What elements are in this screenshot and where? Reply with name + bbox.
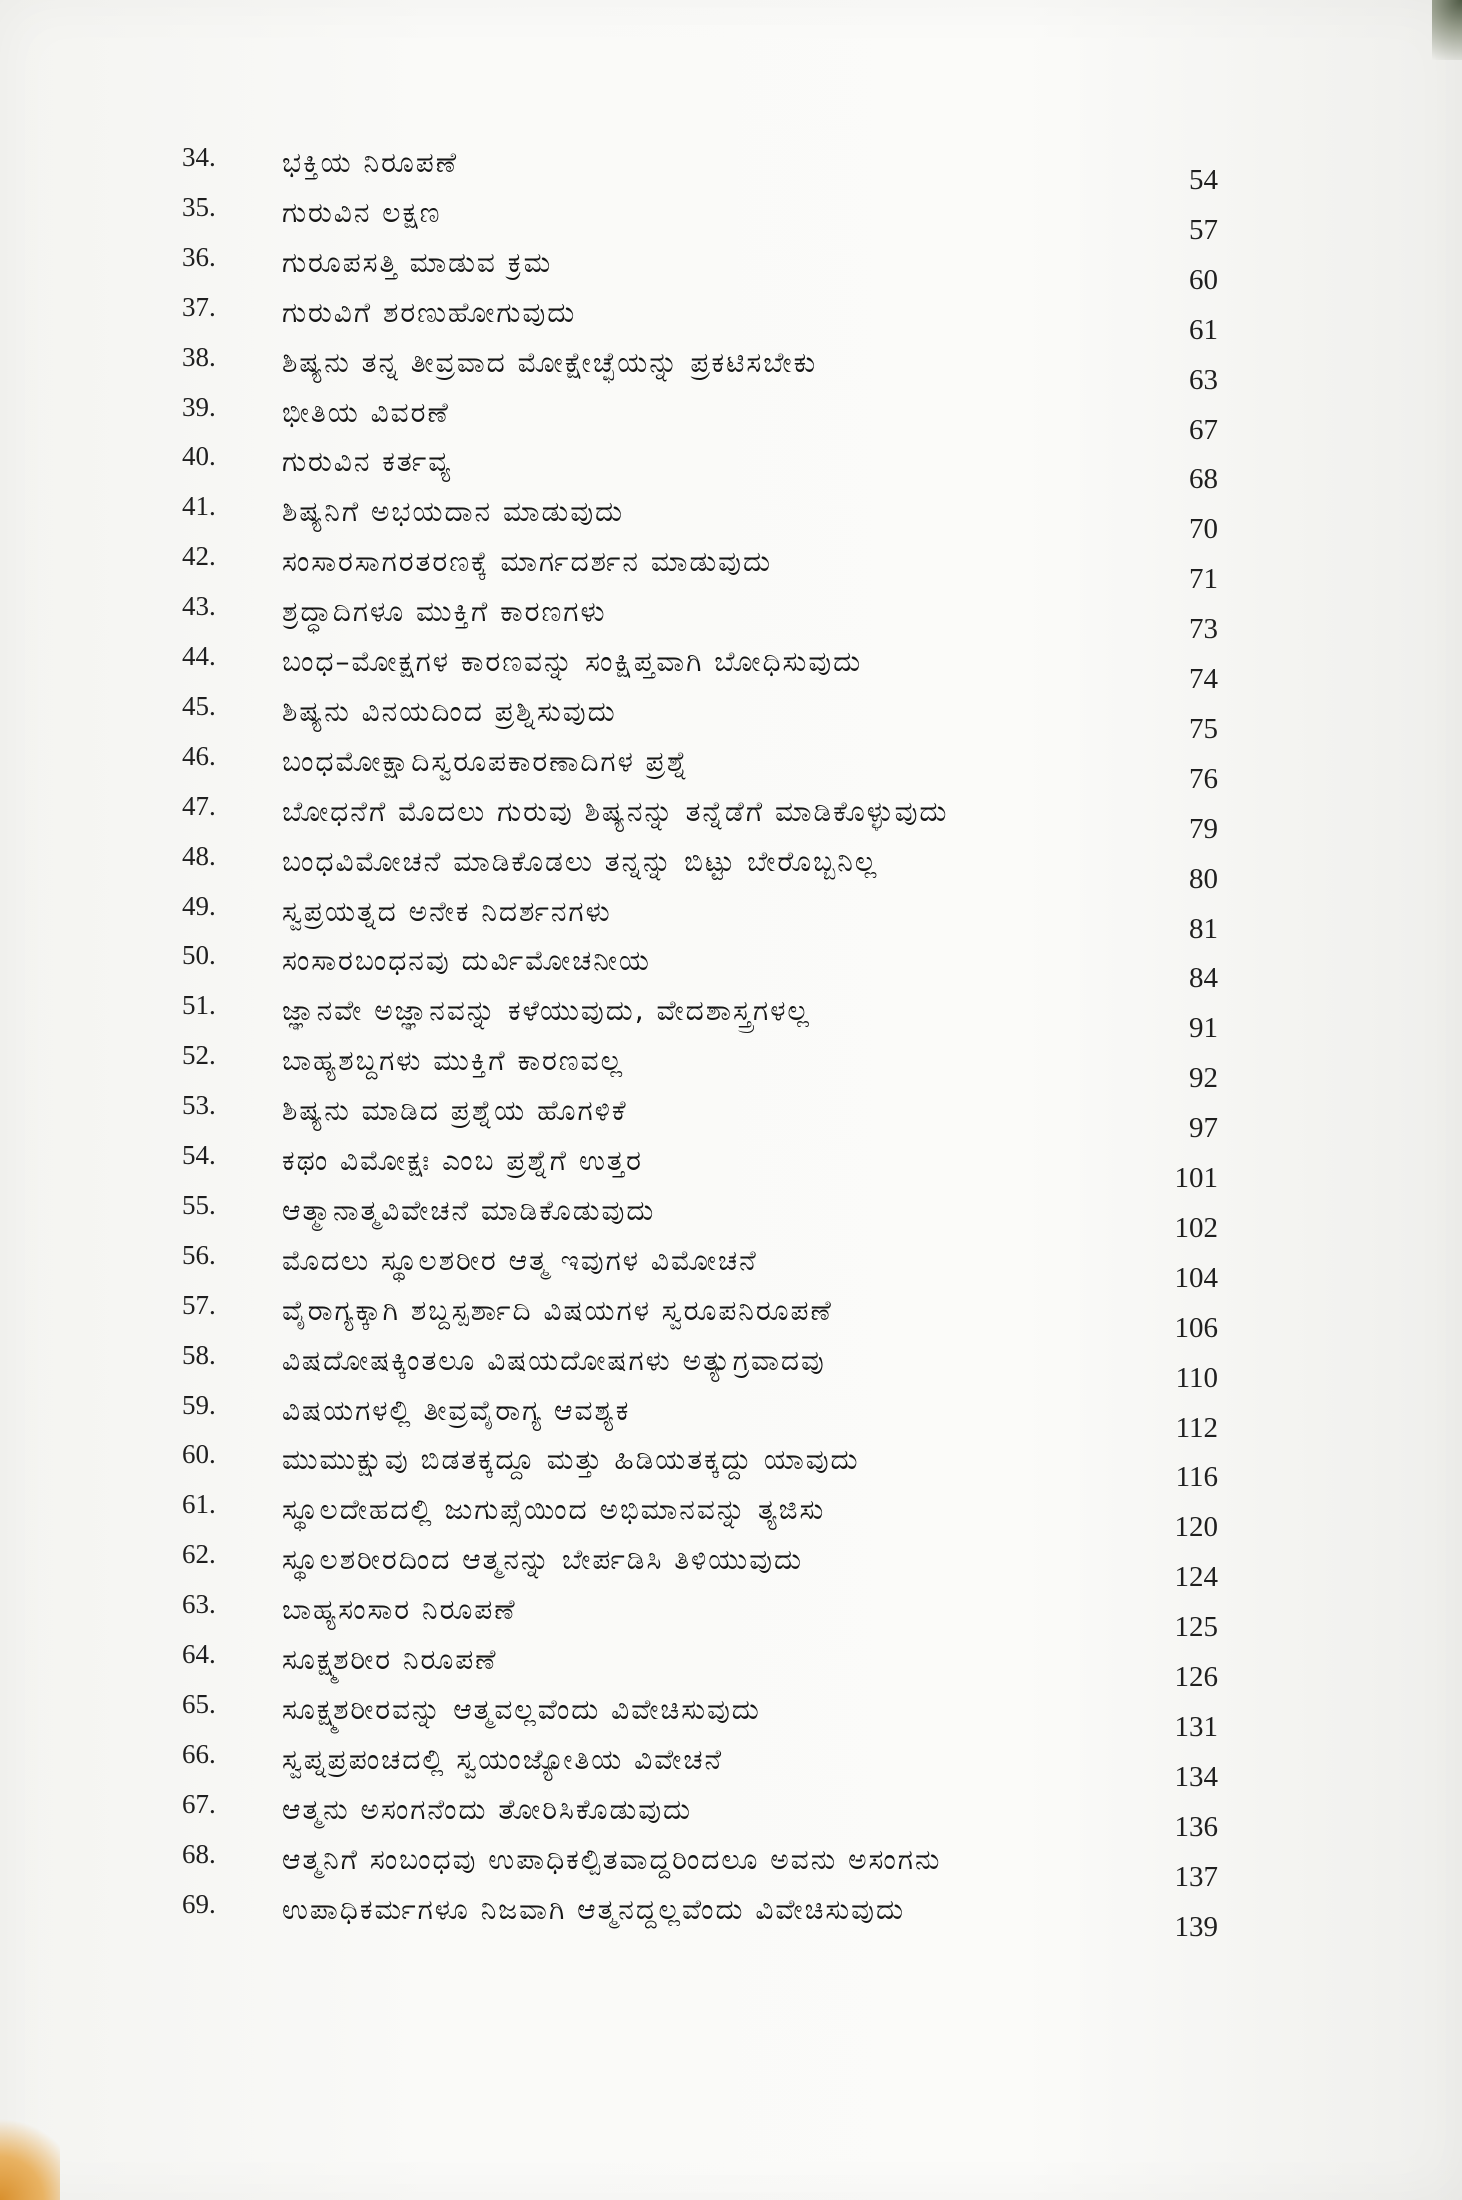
toc-entry [0,790,1462,845]
toc-entry [0,341,1462,396]
entry-title: ಭಕ್ತಿಯ ನಿರೂಪಣೆ [282,146,459,179]
entry-page-number: 106 [1174,1311,1218,1344]
entry-page-number: 126 [1174,1661,1218,1693]
entry-page-number: 120 [1174,1511,1218,1544]
toc-entry [0,1589,1462,1644]
toc-entry [0,1090,1462,1145]
toc-entry [0,1788,1462,1843]
toc-entry [0,1439,1462,1494]
entry-page-number: 104 [1174,1261,1218,1294]
entry-number: 65. [182,1688,216,1719]
entry-title: ಗುರುವಿನ ಕರ್ತವ್ಯ [282,445,453,479]
entry-page-number: 102 [1174,1211,1218,1244]
entry-number: 61. [182,1489,216,1520]
toc-entry [0,740,1462,795]
entry-title: ಬಂಧಮೋಕ್ಷಾದಿಸ್ವರೂಪಕಾರಣಾದಿಗಳ ಪ್ರಶ್ನೆ [282,744,690,778]
entry-number: 64. [182,1639,216,1669]
entry-number: 68. [182,1838,216,1869]
entry-number: 45. [182,690,216,721]
entry-title: ವಿಷದೋಷಕ್ಕಿಂತಲೂ ವಿಷಯದೋಷಗಳು ಅತ್ಯುಗ್ರವಾದವು [282,1343,826,1377]
entry-title: ಬಂಧ–ಮೋಕ್ಷಗಳ ಕಾರಣವನ್ನು ಸಂಕ್ಷಿಪ್ತವಾಗಿ ಬೋಧಿಸುವುದು [282,645,863,678]
entry-number: 46. [182,740,216,771]
entry-page-number: 92 [1189,1062,1218,1095]
entry-number: 50. [182,940,216,971]
entry-title: ಬಾಹ್ಯಶಬ್ದಗಳು ಮುಕ್ತಿಗೆ ಕಾರಣವಲ್ಲ [282,1044,625,1078]
entry-page-number: 97 [1189,1112,1218,1145]
entry-title: ಶ್ರದ್ಧಾದಿಗಳೂ ಮುಕ್ತಿಗೆ ಕಾರಣಗಳು [282,595,607,629]
entry-title: ಸ್ವಪ್ರಯತ್ನದ ಅನೇಕ ನಿದರ್ಶನಗಳು [282,894,612,928]
entry-title: ಬಾಹ್ಯಸಂಸಾರ ನಿರೂಪಣೆ [282,1593,517,1627]
entry-number: 36. [182,241,216,272]
entry-number: 57. [182,1289,216,1320]
entry-page-number: 79 [1189,812,1218,845]
toc-entry [0,990,1462,1045]
entry-number: 44. [182,641,216,671]
toc-entry [0,541,1462,596]
entry-page-number: 101 [1174,1162,1218,1194]
entry-number: 59. [182,1389,216,1420]
toc-entry [0,1838,1462,1893]
toc-entry [0,940,1462,995]
entry-title: ಗುರುವಿನ ಲಕ್ಷಣ [282,195,442,229]
entry-title: ಸೂಕ್ಷ್ಮಶರೀರ ನಿರೂಪಣೆ [282,1643,498,1676]
toc-entry [0,241,1462,296]
entry-title: ಮುಮುಕ್ಷುವು ಬಿಡತಕ್ಕದ್ದೂ ಮತ್ತು ಹಿಡಿಯತಕ್ಕದ್ದು ಯಾವುದು [282,1443,860,1477]
toc-entry [0,1539,1462,1594]
entry-title: ಗುರೂಪಸತ್ತಿ ಮಾಡುವ ಕ್ರಮ [282,245,553,279]
entry-number: 55. [182,1189,216,1220]
entry-page-number: 73 [1189,613,1218,646]
entry-title: ಸ್ವಪ್ನಪ್ರಪಂಚದಲ್ಲಿ ಸ್ವಯಂಜ್ಯೋತಿಯ ವಿವೇಚನೆ [282,1742,724,1776]
entry-number: 58. [182,1339,216,1370]
entry-title: ಉಪಾಧಿಕರ್ಮಗಳೂ ನಿಜವಾಗಿ ಆತ್ಮನದ್ದಲ್ಲವೆಂದು ವಿವೇಚಿಸುವುದು [282,1892,905,1926]
toc-entry [0,1389,1462,1444]
entry-title: ಸ್ಥೂಲದೇಹದಲ್ಲಿ ಜುಗುಪ್ಸೆಯಿಂದ ಅಭಿಮಾನವನ್ನು ತ್ಯಜಿಸು [282,1493,826,1527]
entry-number: 39. [182,391,216,422]
entry-number: 41. [182,491,216,522]
toc-entry [0,1339,1462,1394]
entry-title: ಬಂಧವಿಮೋಚನೆ ಮಾಡಿಕೊಡಲು ತನ್ನನ್ನು ಬಿಟ್ಟು ಬೇರೊಬ್ಬನಿಲ್ಲ [282,844,879,878]
entry-title: ಶಿಷ್ಯನು ತನ್ನ ತೀವ್ರವಾದ ಮೋಕ್ಷೇಚ್ಛೆಯನ್ನು ಪ್ರಕಟಿಸಬೇಕು [282,345,818,379]
entry-title: ಬೋಧನೆಗೆ ಮೊದಲು ಗುರುವು ಶಿಷ್ಯನನ್ನು ತನ್ನೆಡೆಗೆ ಮಾಡಿಕೊಳ್ಳುವುದು [282,794,949,828]
entry-title: ಶಿಷ್ಯನಿಗೆ ಅಭಯದಾನ ಮಾಡುವುದು [282,495,625,529]
entry-page-number: 112 [1175,1411,1218,1444]
entry-page-number: 75 [1189,712,1218,745]
entry-title: ವಿಷಯಗಳಲ್ಲಿ ತೀವ್ರವೈರಾಗ್ಯ ಆವಶ್ಯಕ [282,1393,631,1427]
entry-page-number: 60 [1189,263,1218,296]
entry-page-number: 63 [1189,363,1218,396]
entry-number: 69. [182,1888,216,1919]
entry-title: ಕಥಂ ವಿಮೋಕ್ಷಃ ಎಂಬ ಪ್ರಶ್ನೆಗೆ ಉತ್ತರ [282,1144,643,1177]
entry-title: ವೈರಾಗ್ಯಕ್ಕಾಗಿ ಶಬ್ದಸ್ಪರ್ಶಾದಿ ವಿಷಯಗಳ ಸ್ವರೂಪನಿರೂಪಣೆ [282,1293,833,1327]
entry-page-number: 137 [1174,1860,1218,1893]
entry-number: 49. [182,890,216,921]
entry-number: 63. [182,1589,216,1620]
toc-entry [0,890,1462,945]
entry-page-number: 116 [1175,1461,1218,1494]
toc-entry [0,1888,1462,1943]
toc-entry [0,1189,1462,1244]
entry-title: ಶಿಷ್ಯನು ವಿನಯದಿಂದ ಪ್ರಶ್ನಿಸುವುದು [282,694,617,728]
entry-number: 67. [182,1788,216,1819]
entry-title: ಶಿಷ್ಯನು ಮಾಡಿದ ಪ್ರಶ್ನೆಯ ಹೊಗಳಿಕೆ [282,1094,628,1128]
toc-entry [0,1738,1462,1793]
entry-page-number: 110 [1175,1361,1218,1394]
toc-entry [0,1289,1462,1344]
toc-entry [0,142,1462,196]
toc-entry [0,1040,1462,1095]
toc-entry [0,1140,1462,1194]
entry-page-number: 125 [1174,1611,1218,1644]
entry-title: ಆತ್ಮನಿಗೆ ಸಂಬಂಧವು ಉಪಾಧಿಕಲ್ಪಿತವಾದ್ದರಿಂದಲೂ ಅವನು ಅಸಂಗನು [282,1842,942,1876]
toc-entry [0,591,1462,646]
entry-title: ಸ್ಥೂಲಶರೀರದಿಂದ ಆತ್ಮನನ್ನು ಬೇರ್ಪಡಿಸಿ ತಿಳಿಯುವುದು [282,1543,804,1577]
entry-number: 35. [182,191,216,222]
entry-page-number: 74 [1189,663,1218,695]
entry-number: 37. [182,291,216,322]
toc-entry [0,1639,1462,1693]
entry-number: 60. [182,1439,216,1470]
toc-entry [0,840,1462,895]
entry-page-number: 71 [1189,563,1218,596]
toc-entry [0,391,1462,446]
entry-page-number: 136 [1174,1810,1218,1843]
entry-title: ಸಂಸಾರಸಾಗರತರಣಕ್ಕೆ ಮಾರ್ಗದರ್ಶನ ಮಾಡುವುದು [282,545,772,579]
entry-page-number: 134 [1174,1760,1218,1793]
toc-entry [0,291,1462,346]
entry-page-number: 84 [1189,962,1218,995]
entry-title: ಆತ್ಮಾನಾತ್ಮವಿವೇಚನೆ ಮಾಡಿಕೊಡುವುದು [282,1193,656,1227]
entry-page-number: 81 [1189,912,1218,945]
entry-page-number: 57 [1189,213,1218,246]
toc-entry [0,690,1462,745]
entry-page-number: 76 [1189,762,1218,795]
entry-number: 38. [182,341,216,372]
entry-page-number: 124 [1174,1561,1218,1594]
toc-entry [0,1489,1462,1544]
entry-number: 42. [182,541,216,572]
entry-page-number: 61 [1189,313,1218,346]
toc-entry [0,441,1462,496]
entry-page-number: 68 [1189,463,1218,496]
entry-title: ಜ್ಞಾನವೇ ಅಜ್ಞಾನವನ್ನು ಕಳೆಯುವುದು, ವೇದಶಾಸ್ತ್ರಗಳಲ್ಲ [282,994,811,1028]
entry-title: ಸಂಸಾರಬಂಧನವು ದುರ್ವಿಮೋಚನೀಯ [282,944,651,978]
entry-number: 62. [182,1539,216,1570]
entry-number: 53. [182,1090,216,1121]
entry-title: ಆತ್ಮನು ಅಸಂಗನೆಂದು ತೋರಿಸಿಕೊಡುವುದು [282,1792,693,1826]
entry-number: 66. [182,1738,216,1769]
entry-number: 43. [182,591,216,622]
entry-number: 51. [182,990,216,1021]
toc-entry [0,641,1462,695]
entry-number: 52. [182,1040,216,1071]
entry-page-number: 54 [1189,164,1218,196]
entry-number: 47. [182,790,216,821]
entry-title: ಭೀತಿಯ ವಿವರಣೆ [282,395,450,429]
entry-title: ಮೊದಲು ಸ್ಥೂಲಶರೀರ ಆತ್ಮ ಇವುಗಳ ವಿಮೋಚನೆ [282,1243,758,1277]
entry-page-number: 70 [1189,513,1218,546]
toc-entry [0,1239,1462,1294]
entry-page-number: 80 [1189,862,1218,895]
toc-entry [0,491,1462,546]
entry-page-number: 131 [1174,1710,1218,1743]
toc-entry [0,191,1462,246]
entry-page-number: 91 [1189,1012,1218,1045]
entry-number: 54. [182,1140,216,1170]
entry-number: 40. [182,441,216,472]
entry-number: 34. [182,142,216,172]
entry-number: 48. [182,840,216,871]
entry-title: ಸೂಕ್ಷ್ಮಶರೀರವನ್ನು ಆತ್ಮವಲ್ಲವೆಂದು ವಿವೇಚಿಸುವುದು [282,1692,761,1726]
entry-page-number: 139 [1174,1910,1218,1943]
entry-title: ಗುರುವಿಗೆ ಶರಣುಹೋಗುವುದು [282,295,577,329]
entry-page-number: 67 [1189,413,1218,446]
toc-entry [0,1688,1462,1743]
entry-number: 56. [182,1239,216,1270]
